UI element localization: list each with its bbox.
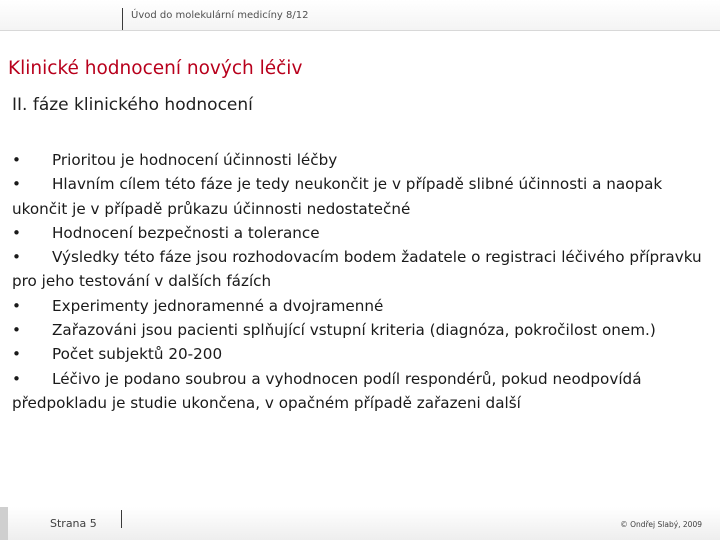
header-text: Úvod do molekulární medicíny 8/12 [131, 10, 309, 21]
footer-copyright: © Ondřej Slabý, 2009 [620, 520, 702, 529]
bullet-item [12, 148, 716, 172]
bullet-text: Experimenty jednoramenné a dvojramenné [52, 296, 384, 315]
header-band [0, 0, 720, 30]
bullet-item [12, 245, 716, 294]
footer-divider [121, 510, 122, 528]
header-divider [122, 8, 123, 30]
bullet-text: Léčivo je podano soubrou a vyhodnocen podíl respondérů, pokud neodpovídá předpokladu je studie ukončena, v opačném případě zařazeni další [12, 369, 642, 412]
bullet-item [12, 342, 716, 366]
bullet-item [12, 318, 716, 342]
footer-band [0, 507, 720, 540]
bullet-item [12, 294, 716, 318]
bullet-dot: • [12, 369, 21, 388]
bullet-list [12, 148, 716, 415]
bullet-text: Prioritou je hodnocení účinnosti léčby [52, 151, 338, 169]
bullet-text: Hodnocení bezpečnosti a tolerance [52, 223, 320, 242]
bullet-dot: • [12, 175, 21, 194]
bullet-dot: • [12, 345, 21, 364]
bullet-item [12, 367, 716, 416]
slide-title: Klinické hodnocení nových léčiv [8, 58, 303, 79]
bullet-item [12, 221, 716, 245]
slide-subtitle: II. fáze klinického hodnocení [12, 95, 253, 115]
bullet-dot: • [12, 151, 21, 169]
bullet-item [12, 172, 716, 221]
bullet-dot: • [12, 223, 21, 242]
header-rule [0, 30, 720, 31]
bullet-dot: • [12, 296, 21, 315]
footer-page-number: Strana 5 [50, 517, 97, 530]
bullet-dot: • [12, 321, 21, 340]
bullet-text: Počet subjektů 20-200 [52, 345, 223, 364]
bullet-text: Výsledky této fáze jsou rozhodovacím bodem žadatele o registraci léčivého přípravku pro jeho testování v dalších fázích [12, 248, 702, 291]
bullet-text: Zařazováni jsou pacienti splňující vstupní kriteria (diagnóza, pokročilost onem.) [52, 321, 656, 340]
bullet-dot: • [12, 248, 21, 267]
footer-left-accent [0, 507, 8, 540]
bullet-text: Hlavním cílem této fáze je tedy neukončit je v případě slibné účinnosti a naopak ukončit je v případě průkazu účinnosti nedostatečné [12, 175, 663, 218]
